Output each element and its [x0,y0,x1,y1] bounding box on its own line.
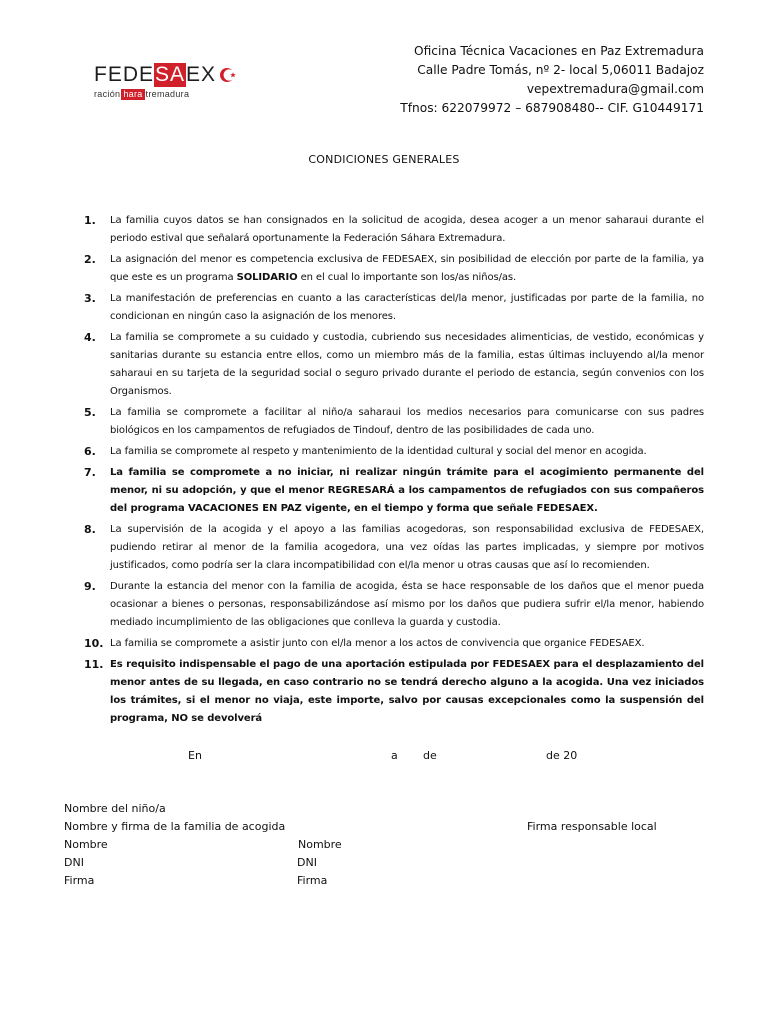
local-signature-label: Firma responsable local [527,820,657,833]
office-name: Oficina Técnica Vacaciones en Paz Extremadura [413,44,704,58]
condition-item [84,521,704,575]
nombre-label-2: Nombre [298,838,342,851]
condition-number: 8. [84,523,96,536]
office-phones: Tfnos: 622079972 – 687908480-- CIF. G10449171 [400,101,704,115]
condition-text [110,251,704,287]
fedesaex-logo [94,62,234,102]
dni-label-1: DNI [64,856,84,869]
condition-item [84,329,704,401]
logo-wordmark [94,62,234,88]
condition-text: La familia se compromete al respeto y mantenimiento de la identidad cultural y social del menor en acogida. [110,446,647,457]
office-header [400,42,704,118]
condition-text: La supervisión de la acogida y el apoyo a las familias acogedoras, son responsabilidad exclusiva de FEDESAEX, pudiendo retirar al menor de la familia acogedora, una vez oídas las partes implicadas, y siempre por motivos justificados, como podría ser la clara incompatibilidad con el/la menor u otras causas que así lo recomienden. [110,524,704,571]
condition-text: La familia cuyos datos se han consignados en la solicitud de acogida, desea acoger a un menor saharaui durante el periodo estival que señalará oportunamente la Federación Sáhara Extremadura. [110,215,704,244]
logo-tagline-right: tremadura [145,89,190,99]
condition-item [84,635,704,653]
dni-label-2: DNI [297,856,317,869]
condition-text: La manifestación de preferencias en cuanto a las características del/la menor, justificadas por parte de la familia, no condicionan en ningún caso la asignación de los menores. [110,293,704,322]
condition-item [84,404,704,440]
condition-item [84,443,704,461]
condition-number: 6. [84,445,96,458]
condition-number: 4. [84,331,96,344]
condition-item [84,464,704,518]
logo-text-left: FEDE [94,63,155,86]
date-de-2: de 20 [546,749,578,762]
logo-tagline-left: ración [94,89,121,99]
family-signature-label: Nombre y firma de la familia de acogida [64,820,286,833]
logo-text-highlight: SA [155,63,186,86]
date-de-1: de [423,749,437,762]
condition-text: Durante la estancia del menor con la familia de acogida, ésta se hace responsable de los daños que el menor pueda ocasionar a bienes o personas, responsabilizándose así mismo por los daños que pudiera sufrir el/la menor, habiendo mediado incumplimiento de las obligaciones que conlleva la guarda y custodia. [110,581,704,628]
condition-text-part: La asignación del menor es competencia exclusiva de FEDESAEX, sin posibilidad de elección por parte de la familia, ya que este es un programa [110,254,704,283]
date-a: a [391,749,398,762]
condition-text-emphasis: SOLIDARIO [236,272,298,283]
office-address: Calle Padre Tomás, nº 2- local 5,06011 Badajoz [417,63,704,77]
nombre-label-1: Nombre [64,838,108,851]
condition-number: 2. [84,253,96,266]
logo-tagline-mid: hara [123,89,143,99]
firma-label-2: Firma [297,874,328,887]
crescent-star-icon [219,66,237,84]
document-title: CONDICIONES GENERALES [308,153,460,166]
condition-text: Es requisito indispensable el pago de una aportación estipulada por FEDESAEX para el desplazamiento del menor antes de su llegada, en caso contrario no se tendrá derecho alguno a la acogida. Una vez iniciados los trámites, si el menor no viaja, este importe, salvo por causas excepcionales como la suspensión del programa, NO se devolverá [110,659,704,724]
logo-text-right: EX [186,63,217,86]
condition-number: 5. [84,406,96,419]
condition-number: 10. [84,637,104,650]
condition-item [84,251,704,287]
condition-text: La familia se compromete a asistir junto con el/la menor a los actos de convivencia que organice FEDESAEX. [110,638,645,649]
condition-text-part: en el cual lo importante son los/as niños/as. [297,272,517,283]
condition-number: 3. [84,292,96,305]
date-line [0,749,768,765]
conditions-list [84,212,704,731]
condition-item [84,656,704,728]
condition-text: La familia se compromete a su cuidado y custodia, cubriendo sus necesidades alimenticias, de vestido, económicas y sanitarias durante su estancia entre ellos, como un miembro más de la familia, estas últimas incluyendo al/la menor saharaui en su tarjeta de la seguridad social o seguro privado durante el periodo de estancia, según convenios con los Organismos. [110,332,704,397]
condition-number: 11. [84,658,104,671]
office-email: vepextremadura@gmail.com [526,82,704,96]
condition-text: La familia se compromete a no iniciar, ni realizar ningún trámite para el acogimiento permanente del menor, ni su adopción, y que el menor REGRESARÁ a los campamentos de refugiados con sus compañeros del programa VACACIONES EN PAZ vigente, en el tiempo y forma que señale FEDESAEX. [110,467,704,514]
condition-item [84,290,704,326]
condition-item [84,212,704,248]
condition-number: 1. [84,214,96,227]
logo-tagline [94,89,234,100]
condition-text: La familia se compromete a facilitar al niño/a saharaui los medios necesarios para comunicarse con sus padres biológicos en los campamentos de refugiados de Tindouf, dentro de las posibilidades de cada uno. [110,407,704,436]
condition-number: 7. [84,466,96,479]
firma-label-1: Firma [64,874,95,887]
child-name-label: Nombre del niño/a [64,802,166,815]
condition-number: 9. [84,580,96,593]
date-en: En [188,749,202,762]
condition-item [84,578,704,632]
